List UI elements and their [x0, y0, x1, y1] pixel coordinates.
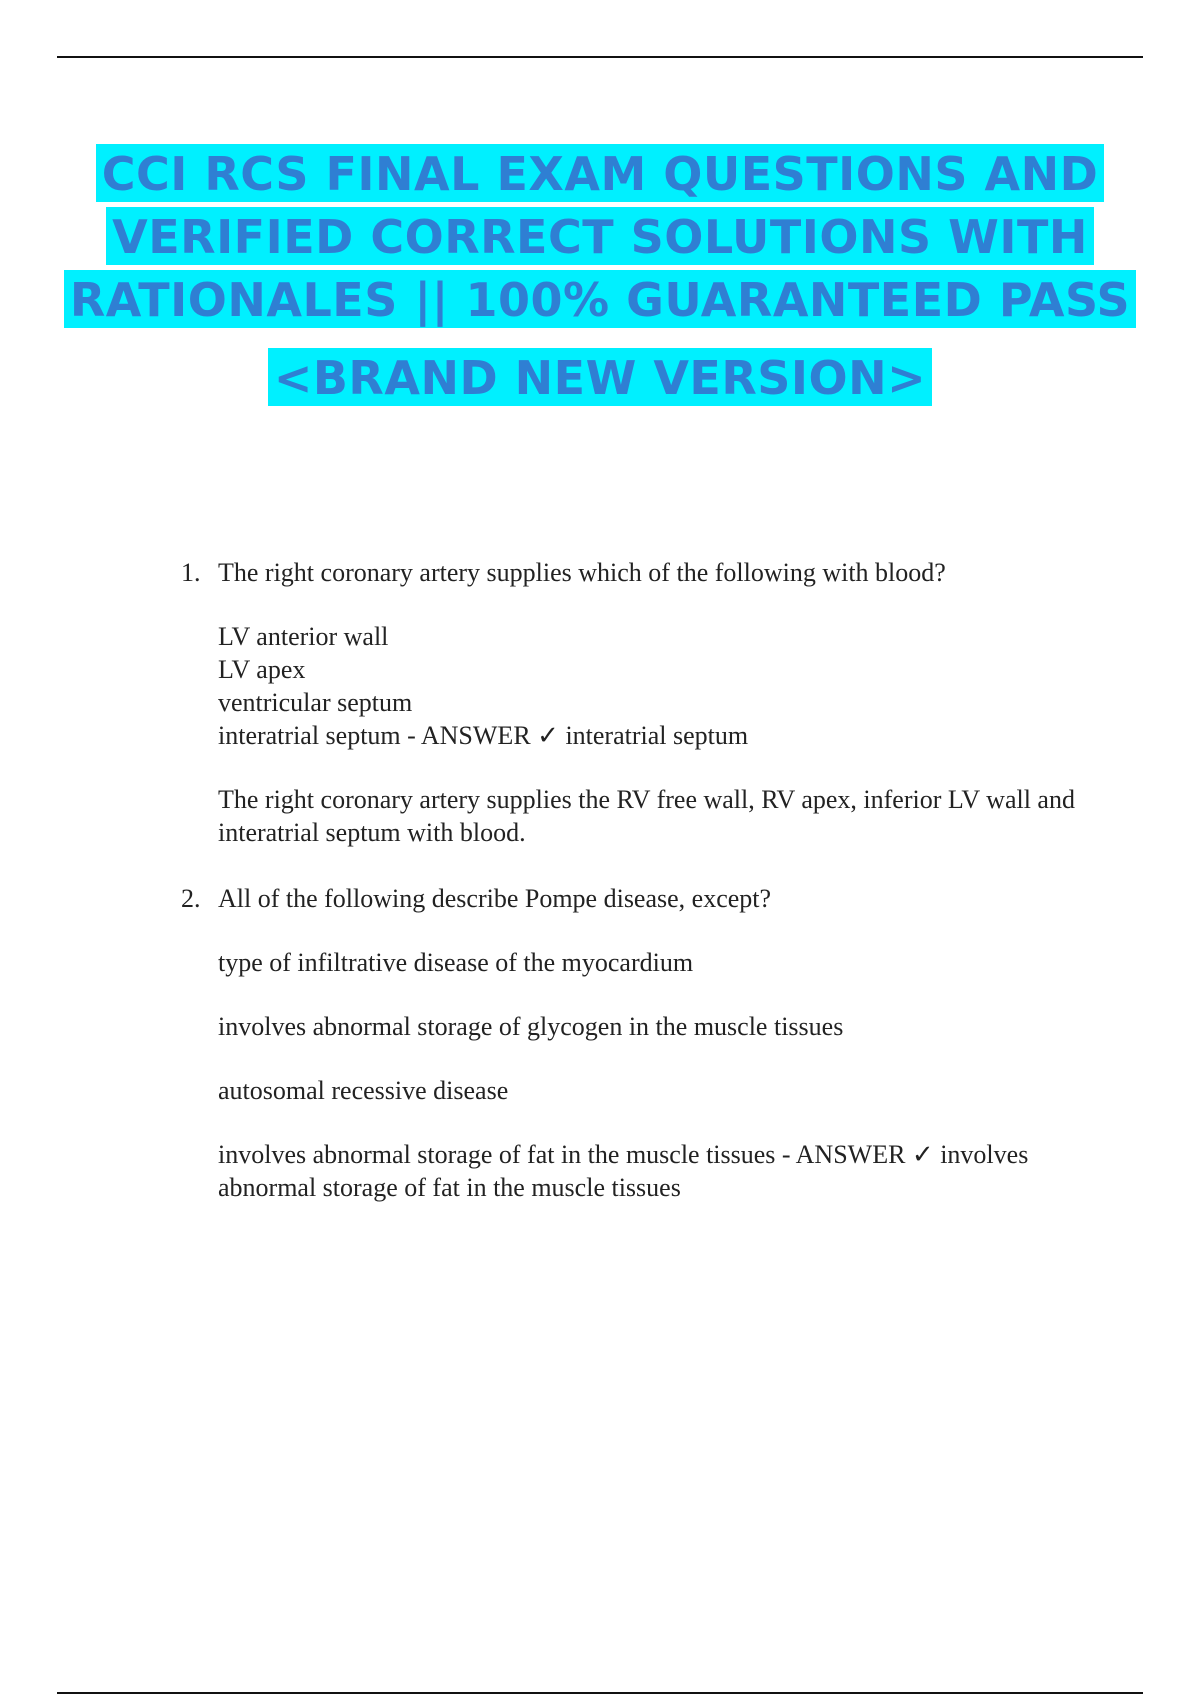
document-title: [0, 144, 1200, 411]
answer-option: involves abnormal storage of glycogen in the muscle tissues: [218, 1012, 844, 1041]
rationale-text: The right coronary artery supplies the RV free wall, RV apex, inferior LV wall and interatrial septum with blood.: [218, 785, 1075, 847]
answer-options: [218, 946, 1081, 1204]
question-text: The right coronary artery supplies which of the following with blood?: [218, 558, 946, 587]
answer-option-correct: interatrial septum - ANSWER ✓ interatrial septum: [218, 721, 749, 750]
answer-option: type of infiltrative disease of the myocardium: [218, 948, 694, 977]
answer-option: LV apex: [218, 655, 306, 684]
title-line-1: CCI RCS FINAL EXAM QUESTIONS AND: [96, 144, 1105, 202]
answer-option: autosomal recessive disease: [218, 1076, 509, 1105]
answer-options: [218, 620, 1081, 752]
question-number: 2.: [181, 884, 201, 913]
answer-option: LV anterior wall: [218, 622, 389, 651]
answer-option-correct: involves abnormal storage of fat in the muscle tissues - ANSWER ✓ involves abnormal storage of fat in the muscle tissues: [218, 1140, 1029, 1202]
question-number: 1.: [181, 558, 201, 587]
top-rule: [57, 56, 1143, 58]
title-line-2: VERIFIED CORRECT SOLUTIONS WITH: [106, 207, 1094, 265]
question-list: [181, 556, 1081, 1204]
question-text: All of the following describe Pompe disease, except?: [218, 884, 772, 913]
title-line-4: <BRAND NEW VERSION>: [268, 348, 932, 406]
question-item: [181, 882, 1081, 1204]
title-line-3: RATIONALES || 100% GUARANTEED PASS: [64, 270, 1136, 328]
answer-option: ventricular septum: [218, 688, 413, 717]
bottom-rule: [57, 1692, 1143, 1694]
question-item: [181, 556, 1081, 849]
